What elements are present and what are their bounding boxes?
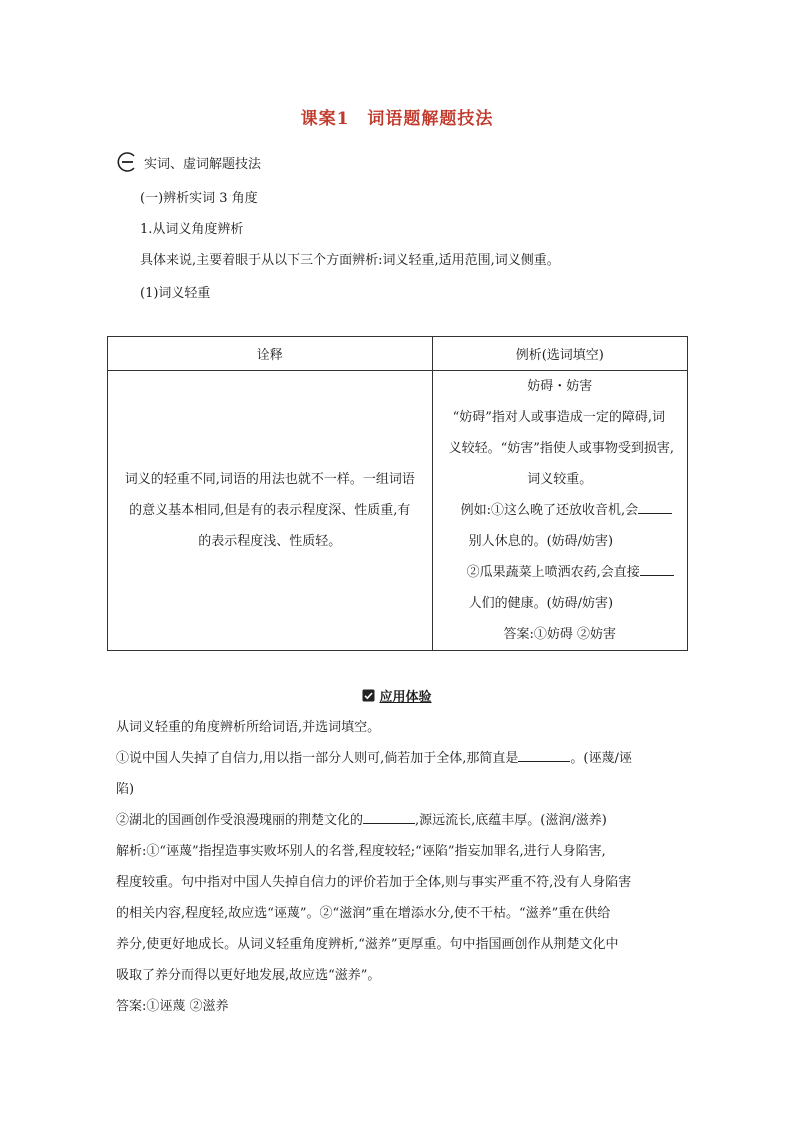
analysis-line: 养分,使更好地成长。从词义轻重角度辨析,“滋养”更厚重。句中指国画创作从荆楚文化中	[116, 937, 619, 952]
word-pair: 妨碍・妨害	[527, 379, 593, 394]
fill-blank	[640, 561, 674, 576]
item-title: (1)词义轻重	[140, 286, 211, 301]
explain-line: 的意义基本相同,但是有的表示程度深、性质重,有	[129, 503, 411, 518]
instruction: 从词义轻重的角度辨析所给词语,并选词填空。	[116, 720, 381, 735]
point-title: 1.从词义角度辨析	[140, 222, 244, 237]
explain-line: 的表示程度浅、性质轻。	[198, 534, 342, 549]
question-text: ②湖北的国画创作受浪漫瑰丽的荆楚文化的	[116, 813, 364, 828]
checkbox-icon	[362, 689, 375, 702]
application-body	[116, 712, 682, 1022]
application-heading	[0, 686, 794, 706]
page-title	[0, 104, 794, 129]
analysis-line: 解析:①“诬蔑”指捏造事实败坏别人的名誉,程度较轻;“诬陷”指妄加罪名,进行人身陷害,	[116, 844, 606, 859]
analysis-line: 吸取了养分而得以更好地发展,故应选“滋养”。	[116, 968, 381, 983]
question-text: 。(诬蔑/诬	[570, 751, 632, 766]
explain-cell	[108, 371, 433, 651]
definition-line: 义较轻。“妨害”指使人或事物受到损害,	[448, 441, 674, 456]
question-text: ,源远流长,底蕴丰厚。(滋润/滋养)	[415, 813, 607, 828]
question-2	[116, 805, 682, 836]
example-text: ②瓜果蔬菜上喷洒农药,会直接	[466, 565, 640, 580]
example-line	[433, 557, 687, 588]
analysis-line: 的相关内容,程度轻,故应选“诬蔑”。②“滋润”重在增添水分,使不干枯。“滋养”重在供给	[116, 906, 611, 921]
example-text: 例如:①这么晚了还放收音机,会	[460, 503, 639, 518]
header-explain: 诠释	[108, 337, 433, 371]
example-line: 人们的健康。(妨碍/妨害)	[468, 596, 614, 611]
analysis-line: 程度较重。句中指对中国人失掉自信力的评价若加于全体,则与事实严重不符,没有人身陷害	[116, 875, 632, 890]
title-topic: 词语题解题技法	[367, 109, 494, 129]
application-title: 应用体验	[379, 690, 432, 705]
question-1-cont: 陷)	[116, 782, 135, 797]
explain-line: 词义的轻重不同,词语的用法也就不一样。一组词语	[124, 472, 415, 487]
comparison-table	[107, 336, 688, 651]
title-lesson: 课案1	[300, 109, 350, 129]
section-heading	[116, 150, 261, 174]
fill-blank	[518, 747, 570, 762]
fill-blank	[638, 499, 672, 514]
fill-blank	[363, 809, 415, 824]
subsection-title: (一)辨析实词 3 角度	[140, 191, 258, 206]
circle-one-icon	[116, 150, 140, 174]
table-row	[108, 371, 688, 651]
question-text: ①说中国人失掉了自信力,用以指一部分人则可,倘若加于全体,那简直是	[116, 751, 519, 766]
example-line: 别人休息的。(妨碍/妨害)	[468, 534, 614, 549]
definition-line: “妨碍”指对人或事造成一定的障碍,词	[452, 410, 665, 425]
definition-line: 词义较重。	[527, 472, 593, 487]
question-1	[116, 743, 682, 774]
table-header-row	[108, 337, 688, 371]
example-line	[433, 495, 687, 526]
header-example: 例析(选词填空)	[432, 337, 687, 371]
example-cell	[432, 371, 687, 651]
answer-line: 答案:①诬蔑 ②滋养	[116, 999, 229, 1014]
answer-line: 答案:①妨碍 ②妨害	[503, 627, 617, 642]
intro-text: 具体来说,主要着眼于从以下三个方面辨析:词义轻重,适用范围,词义侧重。	[140, 253, 560, 268]
section-title: 实词、虚词解题技法	[144, 156, 262, 172]
